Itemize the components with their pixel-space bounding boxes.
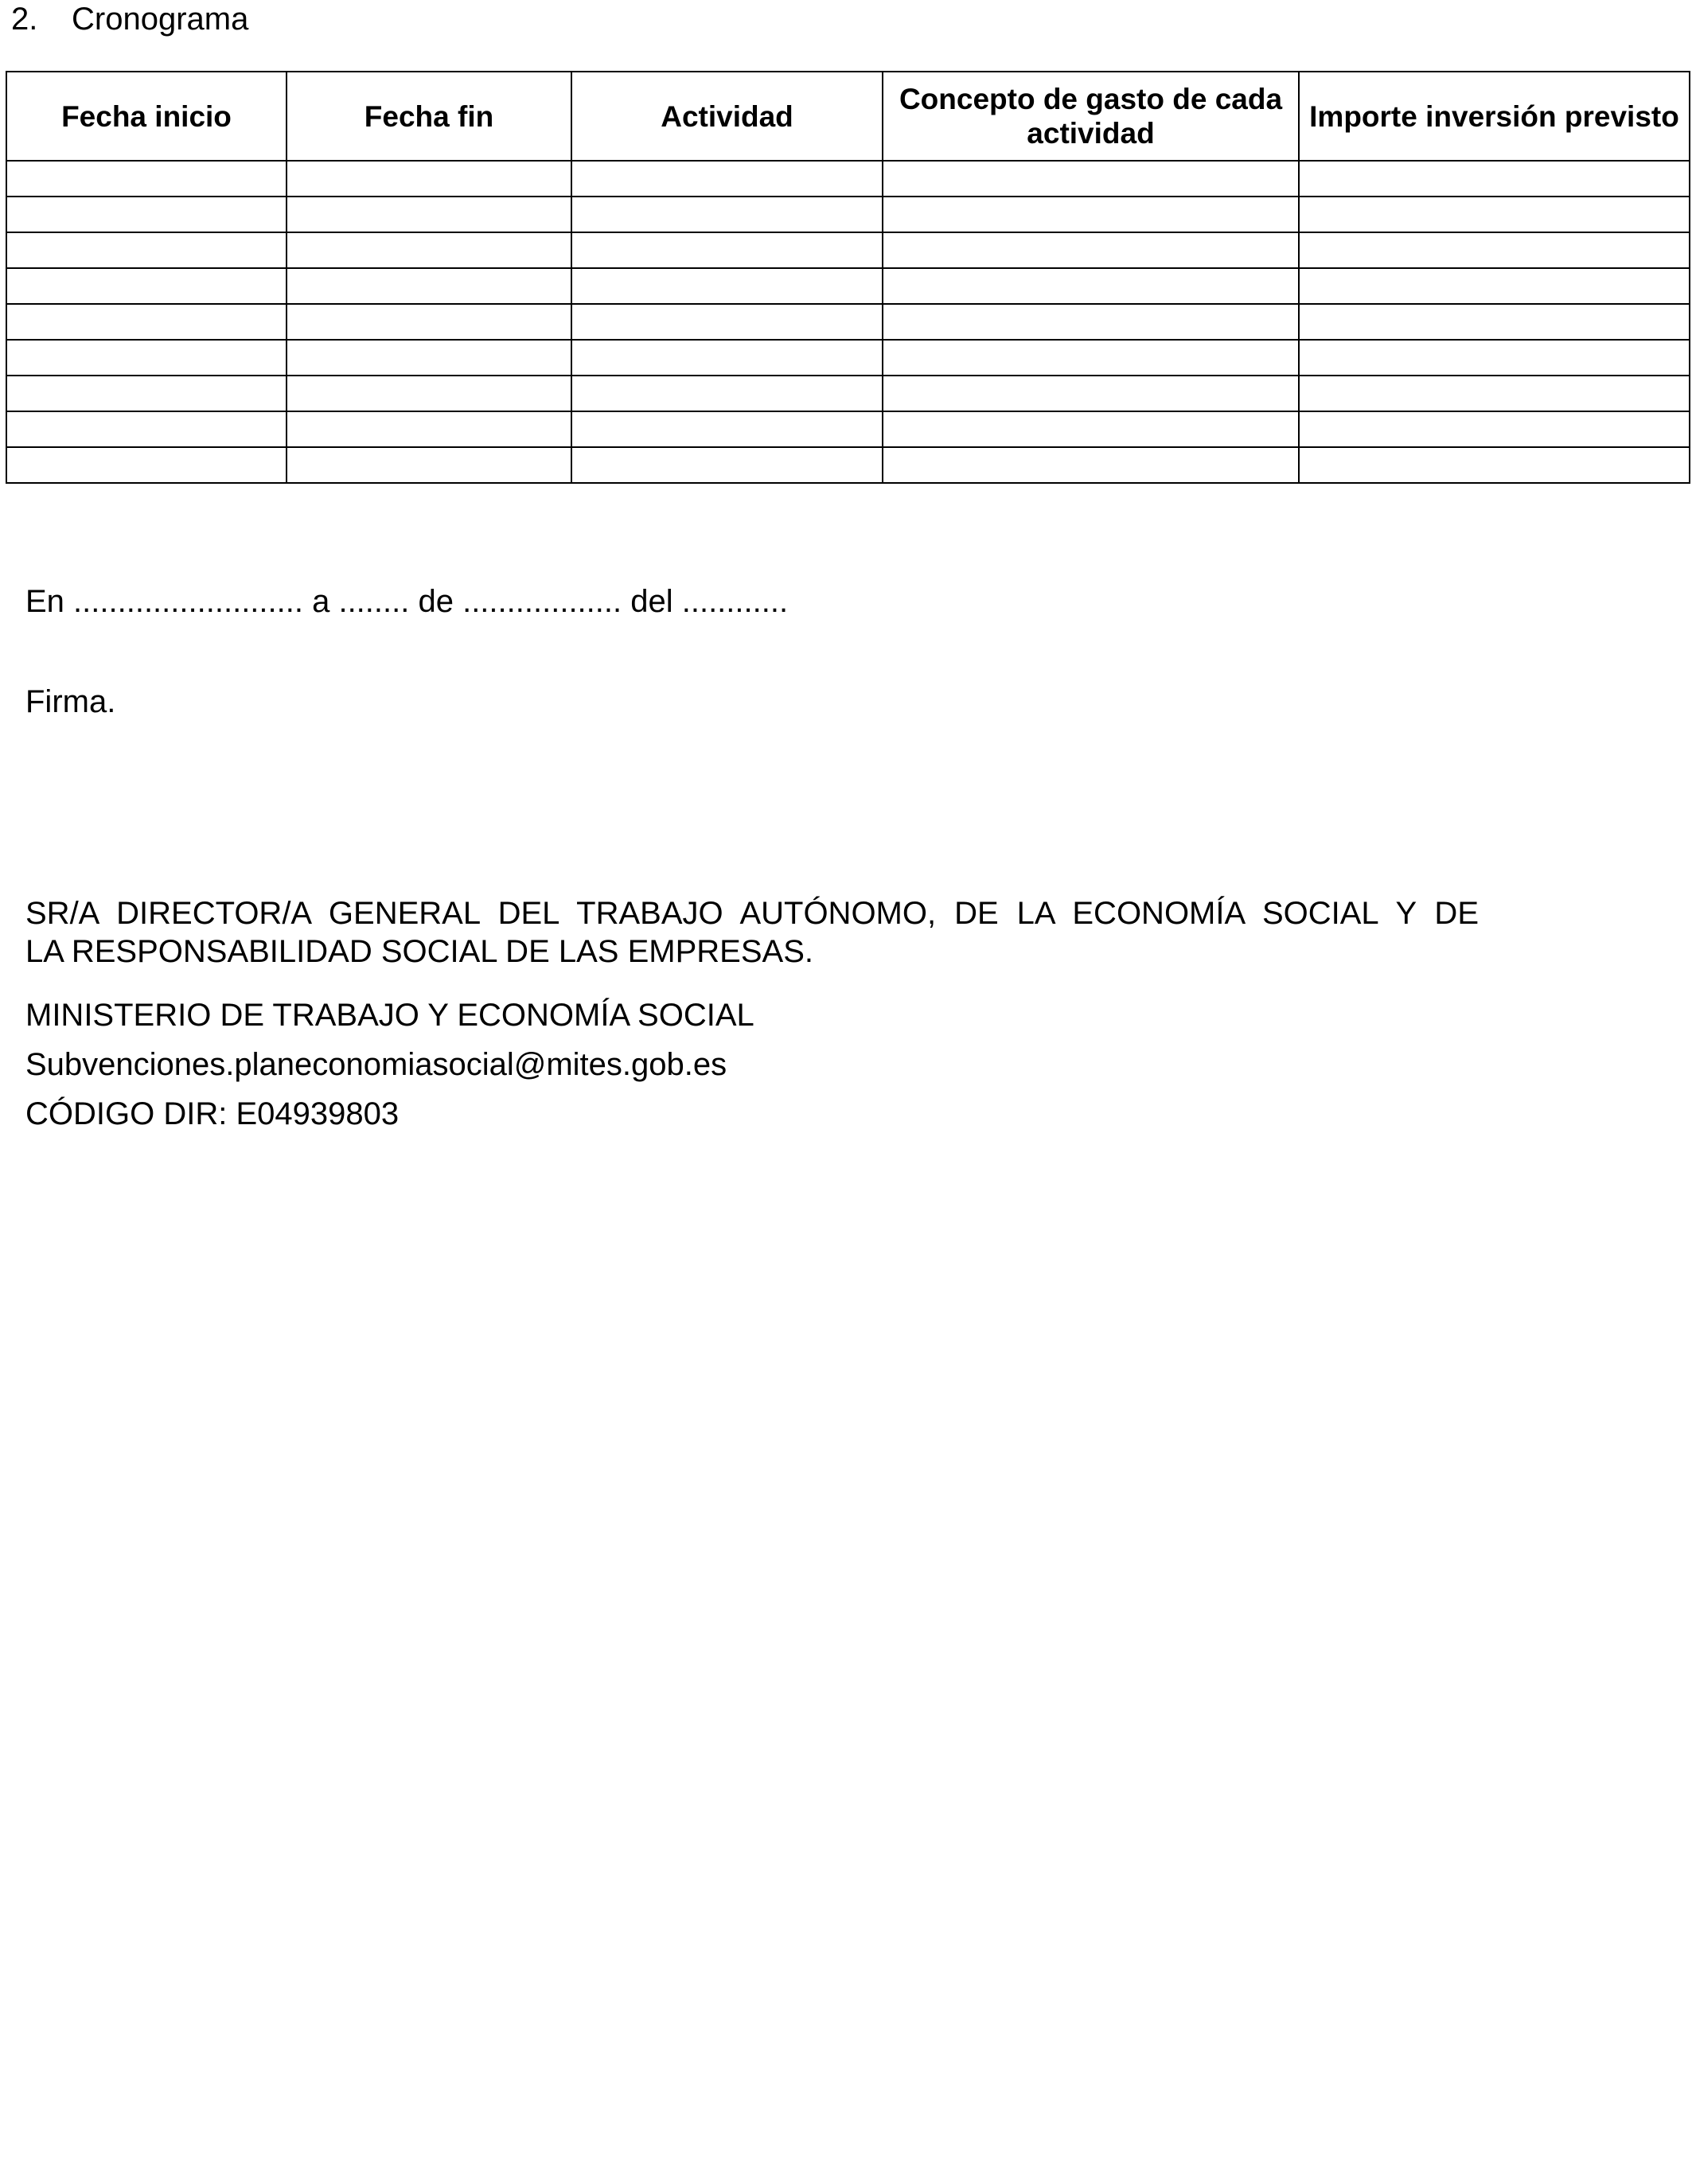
table-cell[interactable] — [6, 376, 287, 411]
table-cell[interactable] — [1299, 304, 1690, 340]
header-concepto-gasto: Concepto de gasto de cada actividad — [883, 72, 1299, 161]
table-cell[interactable] — [883, 447, 1299, 483]
ministry-name: MINISTERIO DE TRABAJO Y ECONOMÍA SOCIAL — [25, 998, 754, 1033]
table-row — [6, 304, 1690, 340]
header-actividad: Actividad — [571, 72, 883, 161]
table-cell[interactable] — [6, 232, 287, 268]
table-row — [6, 411, 1690, 447]
table-cell[interactable] — [1299, 340, 1690, 376]
addressee-block — [25, 894, 1479, 971]
section-number: 2. — [11, 2, 38, 37]
table-row — [6, 340, 1690, 376]
table-cell[interactable] — [1299, 376, 1690, 411]
table-row — [6, 161, 1690, 197]
table-cell[interactable] — [1299, 232, 1690, 268]
header-fecha-inicio: Fecha inicio — [6, 72, 287, 161]
table-cell[interactable] — [883, 304, 1299, 340]
table-cell[interactable] — [883, 376, 1299, 411]
table-cell[interactable] — [883, 268, 1299, 304]
table-row — [6, 197, 1690, 232]
section-heading — [11, 0, 248, 38]
header-fecha-fin: Fecha fin — [287, 72, 571, 161]
addressee-line-1: SR/A DIRECTOR/A GENERAL DEL TRABAJO AUTÓNOMO, DE LA ECONOMÍA SOCIAL Y DE — [25, 896, 1479, 931]
table-cell[interactable] — [287, 232, 571, 268]
table-row — [6, 447, 1690, 483]
table-cell[interactable] — [287, 340, 571, 376]
table-cell[interactable] — [287, 197, 571, 232]
table-cell[interactable] — [287, 268, 571, 304]
table-cell[interactable] — [287, 161, 571, 197]
table-cell[interactable] — [6, 447, 287, 483]
table-cell[interactable] — [6, 411, 287, 447]
table-cell[interactable] — [571, 197, 883, 232]
table-cell[interactable] — [287, 376, 571, 411]
table-cell[interactable] — [883, 161, 1299, 197]
signature-label: Firma. — [25, 684, 116, 719]
table-cell[interactable] — [883, 340, 1299, 376]
table-row — [6, 232, 1690, 268]
section-title: Cronograma — [72, 2, 249, 37]
dir-code: CÓDIGO DIR: E04939803 — [25, 1096, 400, 1131]
table-cell[interactable] — [1299, 411, 1690, 447]
table-cell[interactable] — [571, 340, 883, 376]
table-cell[interactable] — [6, 161, 287, 197]
table-cell[interactable] — [571, 268, 883, 304]
table-cell[interactable] — [6, 268, 287, 304]
table-cell[interactable] — [287, 304, 571, 340]
table-cell[interactable] — [883, 232, 1299, 268]
table-cell[interactable] — [571, 161, 883, 197]
table-cell[interactable] — [6, 304, 287, 340]
table-row — [6, 376, 1690, 411]
table-cell[interactable] — [6, 340, 287, 376]
table-cell[interactable] — [6, 197, 287, 232]
table-cell[interactable] — [571, 376, 883, 411]
table-cell[interactable] — [1299, 447, 1690, 483]
table-header-row — [6, 72, 1690, 161]
table-cell[interactable] — [1299, 197, 1690, 232]
table-cell[interactable] — [287, 411, 571, 447]
date-place-line: En .......................... a ........ de .................. del ............ — [25, 584, 789, 619]
table-cell[interactable] — [1299, 161, 1690, 197]
table-cell[interactable] — [571, 232, 883, 268]
schedule-table — [6, 71, 1690, 484]
table-cell[interactable] — [883, 411, 1299, 447]
contact-email: Subvenciones.planeconomiasocial@mites.gob.es — [25, 1047, 727, 1082]
table-cell[interactable] — [571, 447, 883, 483]
table-cell[interactable] — [883, 197, 1299, 232]
header-importe-inversion: Importe inversión previsto — [1299, 72, 1690, 161]
table-cell[interactable] — [1299, 268, 1690, 304]
table-cell[interactable] — [287, 447, 571, 483]
table-cell[interactable] — [571, 411, 883, 447]
table-cell[interactable] — [571, 304, 883, 340]
addressee-line-2: LA RESPONSABILIDAD SOCIAL DE LAS EMPRESAS. — [25, 934, 813, 969]
table-row — [6, 268, 1690, 304]
